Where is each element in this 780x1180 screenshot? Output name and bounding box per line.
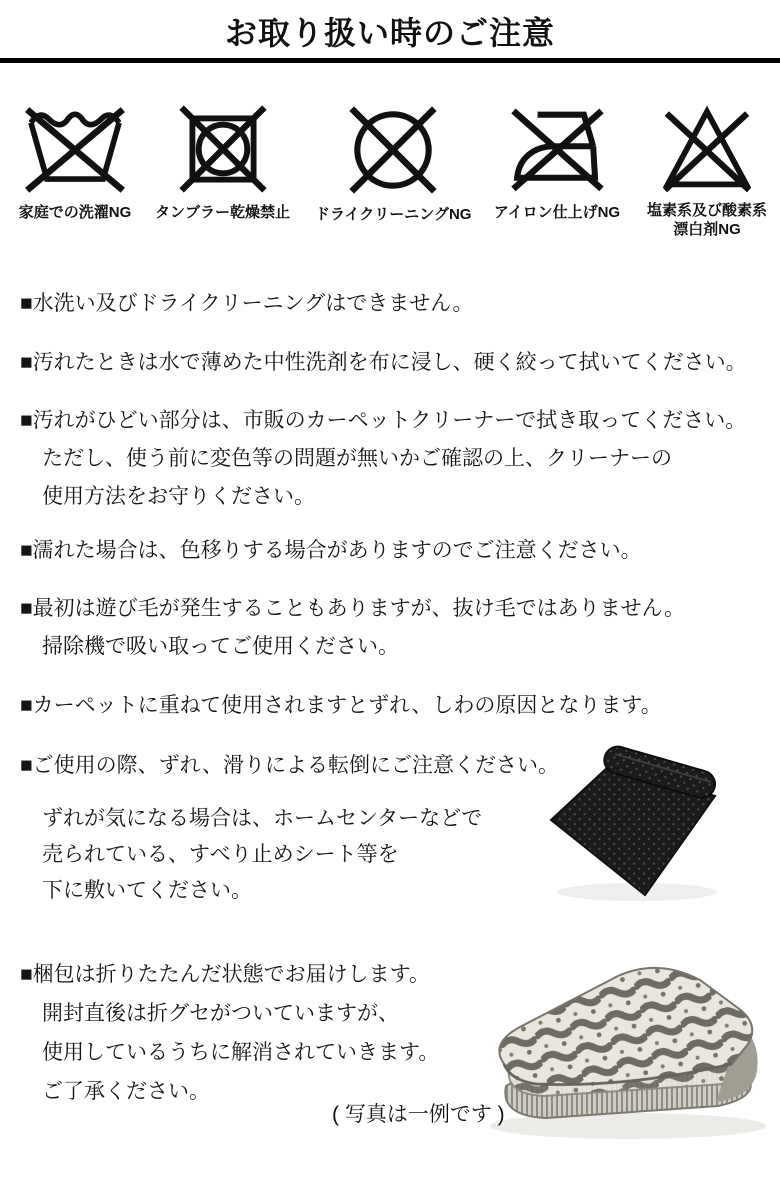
care-symbol-no-home-washing (6, 104, 144, 222)
care-note (20, 285, 473, 323)
crossed-bleach-triangle-icon (658, 104, 756, 192)
note-line: ■最初は遊び毛が発生することもありますが、抜け毛ではありません。 (20, 597, 685, 620)
crossed-iron-icon (506, 104, 608, 194)
note-line: ■カーペットに重ねて使用されますとずれ、しわの原因となります。 (20, 694, 662, 717)
note-line: ずれが気になる場合は、ホームセンターなどで (42, 807, 483, 830)
photo-caption: ( 写真は一例です ) (332, 1103, 505, 1126)
note-line: ■ご使用の際、ずれ、滑りによる転倒にご注意ください。 (20, 754, 559, 777)
care-symbol-no-dry-cleaning (315, 104, 471, 224)
note-line: 開封直後は折グセがついていますが、 (42, 1002, 399, 1025)
care-symbol-label: ドライクリーニングNG (315, 206, 472, 223)
note-line: ■汚れたときは水で薄めた中性洗剤を布に浸し、硬く絞って拭いてください。 (20, 351, 747, 374)
care-note (20, 402, 746, 516)
care-note (20, 955, 439, 1111)
care-symbol-label: 家庭での洗濯NG (18, 204, 132, 221)
note-line: 掃除機で吸い取ってご使用ください。 (42, 635, 399, 658)
care-symbol-no-ironing (477, 104, 637, 222)
care-note (20, 532, 642, 570)
care-note (20, 590, 685, 666)
folded-rug-image (476, 946, 778, 1151)
page-title: お取り扱い時のご注意 (224, 15, 555, 51)
care-note (20, 344, 747, 382)
note-line: 使用しているうちに解消されていきます。 (42, 1041, 440, 1064)
care-symbol-label: アイロン仕上げNG (493, 204, 621, 221)
note-line: 売られている、すべり止めシート等を (42, 843, 399, 866)
note-line: 使用方法をお守りください。 (42, 485, 315, 508)
care-symbol-label: 漂白剤NG (673, 221, 741, 238)
note-line: ご了承ください。 (42, 1080, 210, 1103)
care-note (20, 747, 559, 785)
note-line: ■梱包は折りたたんだ状態でお届けします。 (20, 963, 431, 986)
care-symbol-no-tumble-dry (150, 104, 295, 222)
anti-slip-sheet-image (545, 740, 730, 917)
care-symbol-label: タンブラー乾燥禁止 (154, 204, 290, 221)
crossed-wash-tub-icon (23, 104, 127, 194)
note-line: ■水洗い及びドライクリーニングはできません。 (20, 292, 474, 315)
note-line: ただし、使う前に変色等の問題が無いかご確認の上、クリーナーの (42, 447, 672, 470)
note-line: 下に敷いてください。 (42, 879, 252, 902)
crossed-dry-clean-circle-icon (346, 104, 440, 196)
crossed-tumble-dry-icon (177, 104, 269, 194)
care-note-subnote (42, 801, 482, 909)
title-divider (0, 58, 780, 63)
care-note (20, 687, 662, 725)
care-symbol-no-bleach (634, 104, 780, 239)
note-line: ■汚れがひどい部分は、市販のカーペットクリーナーで拭き取ってください。 (20, 409, 747, 432)
note-line: ■濡れた場合は、色移りする場合がありますのでご注意ください。 (20, 539, 642, 562)
care-symbol-label: 塩素系及び酸素系 (646, 202, 767, 219)
